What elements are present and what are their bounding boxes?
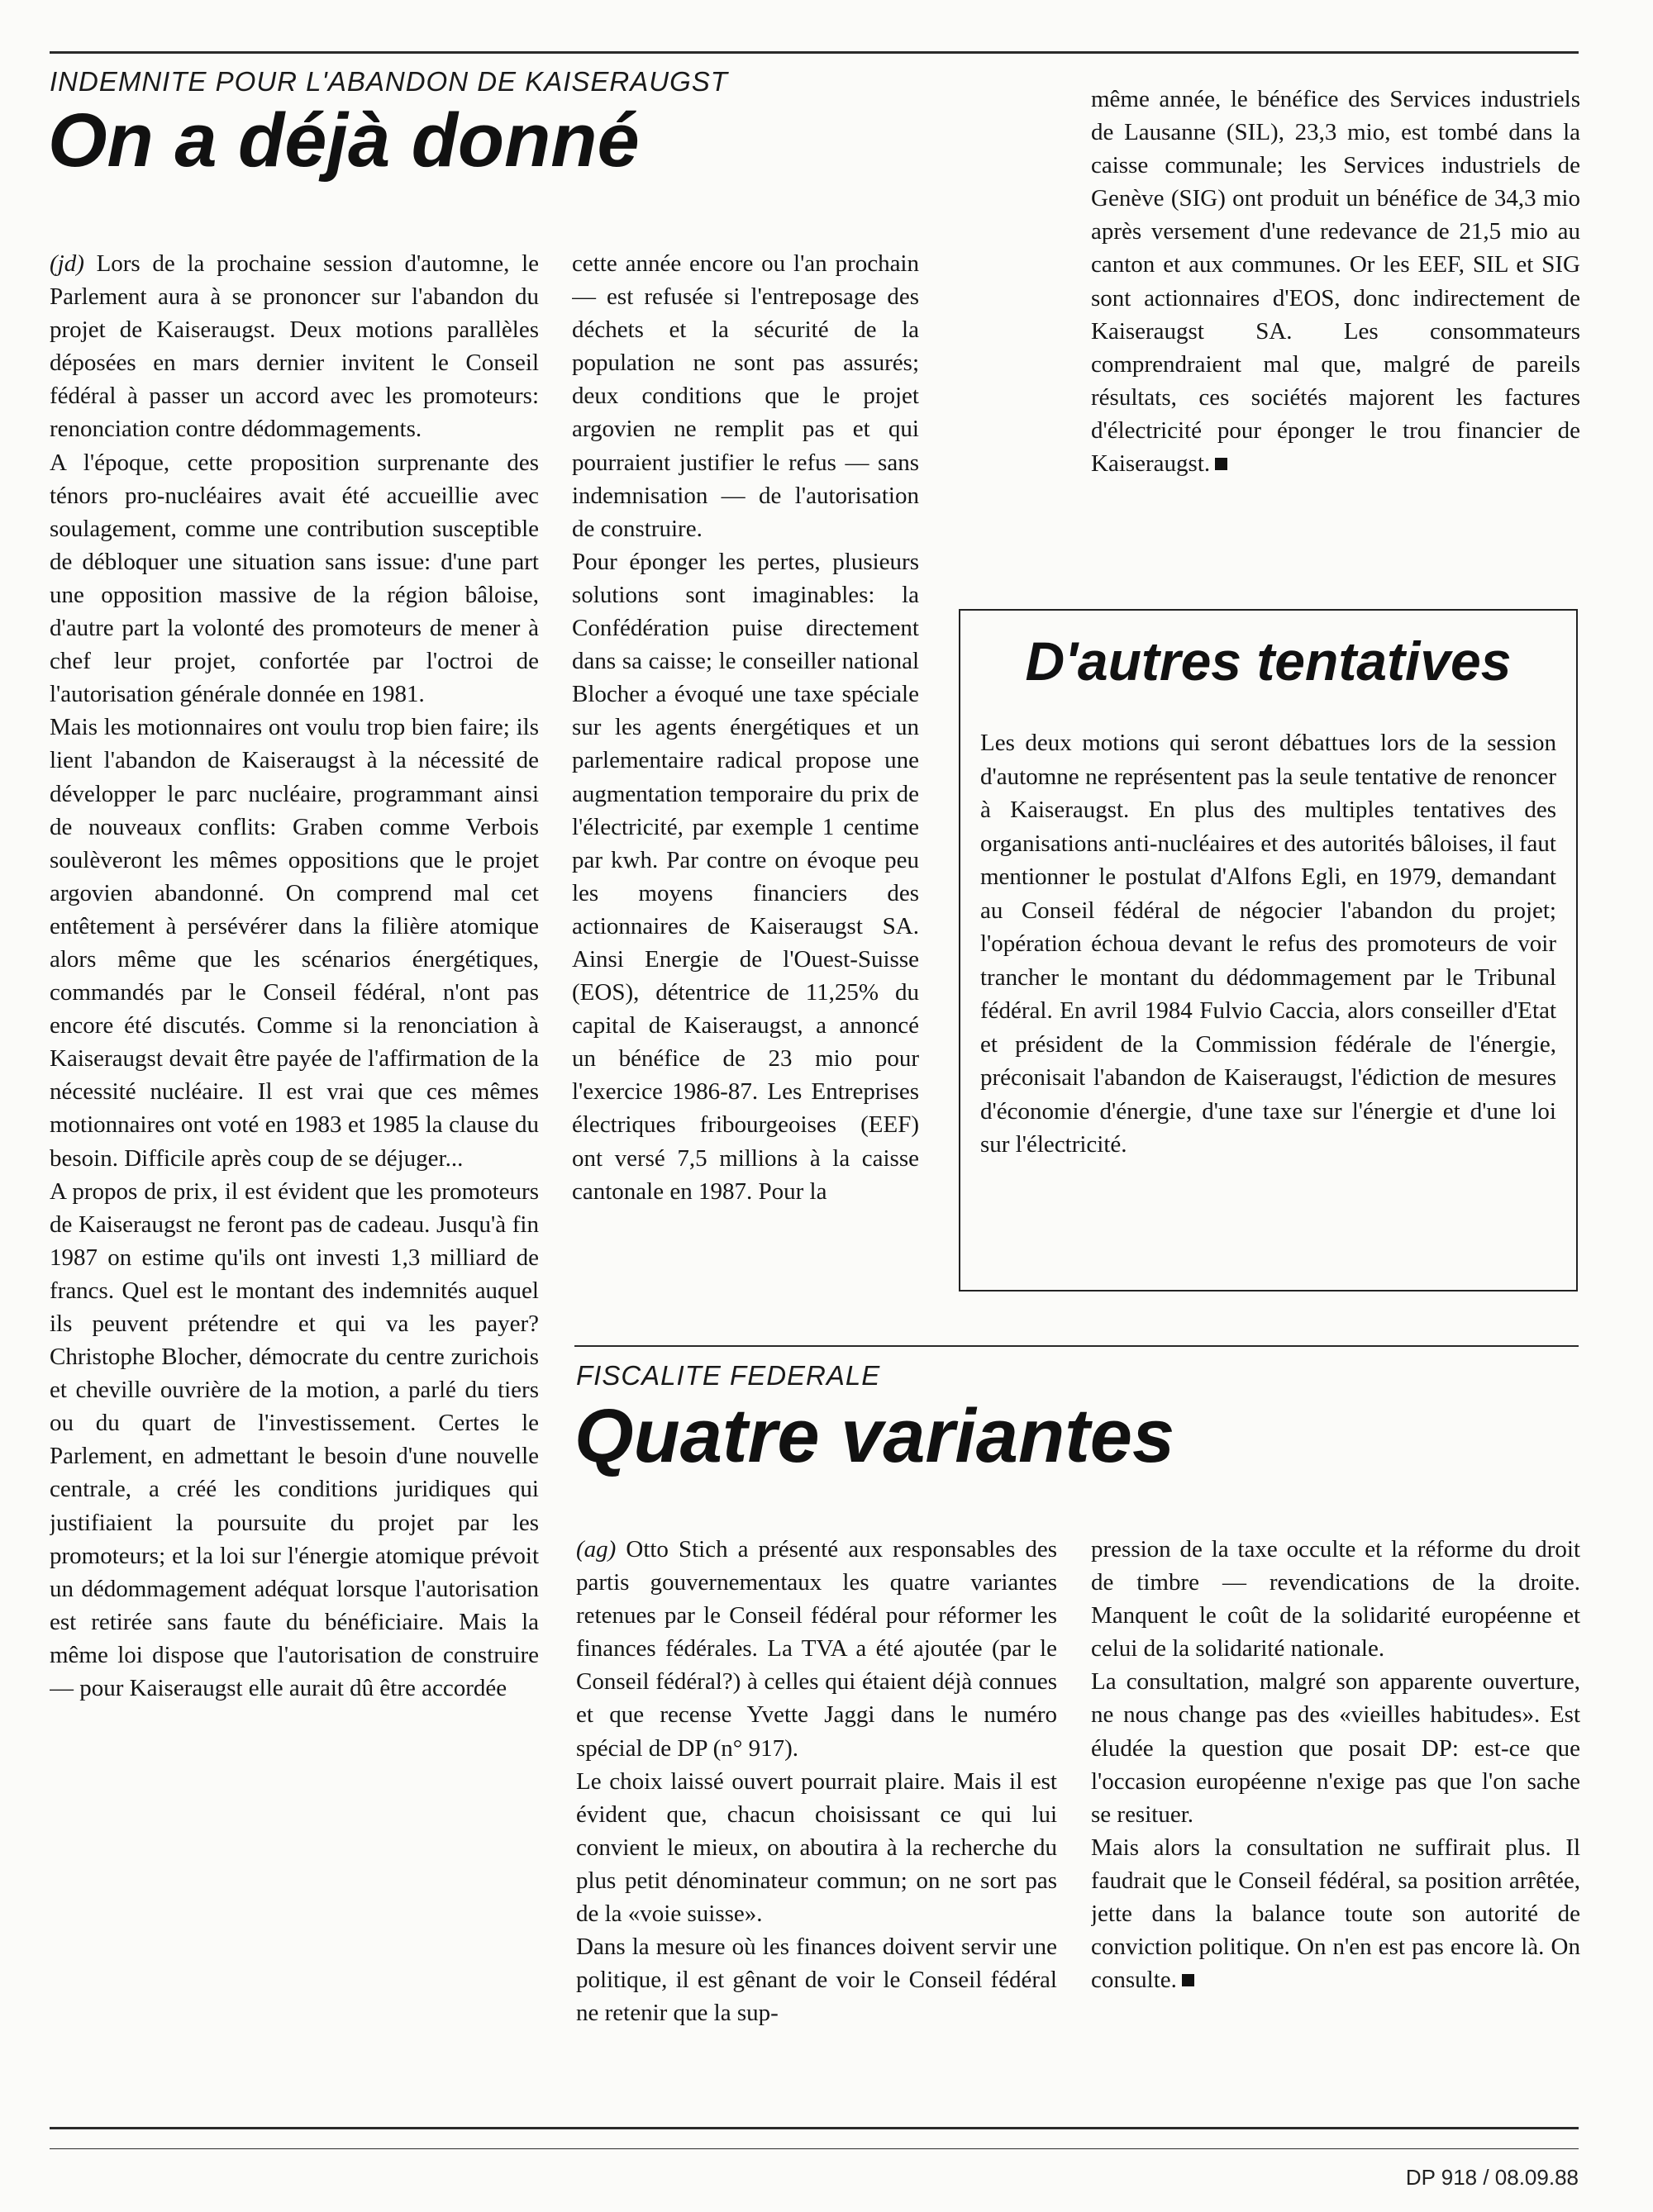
mid-rule (574, 1345, 1579, 1347)
article1-col3-para-1: même année, le bénéfice des Services industriels de Lausanne (SIL), 23,3 mio, est tombé dans la caisse communale; les Services industriels de Genève (SIG) ont produit un bénéfice de 34,3 mio après versement d'une redevance de 21,5 mio au canton et aux communes. Or les EEF, SIL et SIG sont actionnaires d'EOS, donc indirectement de Kaiseraugst SA. Les consommateurs comprendraient mal que, malgré de pareils résultats, ces sociétés majorent les factures d'électricité pour éponger le trou financier de Kaiseraugst. (1091, 86, 1580, 478)
article1-column-3 (1091, 83, 1580, 578)
article2-col1-para-1: (ag) Otto Stich a présenté aux responsables des partis gouvernementaux les quatre variantes retenues par le Conseil fédéral pour réformer les finances fédérales. La TVA a été ajoutée (par le Conseil fédéral?) à celles qui étaient déjà connues et que recense Yvette Jaggi dans le numéro spécial de DP (n° 917). (576, 1536, 1057, 1762)
article2-col2-para-3: Mais alors la consultation ne suffirait plus. Il faudrait que le Conseil fédéral, sa position arrêtée, jette dans la balance toute son autorité de conviction politique. On n'en est pas encore là. On consulte. (1091, 1834, 1580, 1994)
article2-column-1 (576, 1533, 1057, 2111)
bottom-rule-thick (50, 2127, 1579, 2129)
article2-col2-para-1: pression de la taxe occulte et la réforme du droit de timbre — revendications de la droite. Manquent le coût de la solidarité européenne et celui de la solidarité nationale. (1091, 1536, 1580, 1663)
article2-col1-para-3: Dans la mesure où les finances doivent servir une politique, il est gênant de voir le Conseil fédéral ne retenir que la sup- (576, 1934, 1057, 2027)
article1-col2-para-1: cette année encore ou l'an prochain — est refusée si l'entreposage des déchets et la sécurité de la population ne sont pas assurés; deux conditions que le projet argovien ne remplit pas et qui pourraient justifier le refus — sans indemnisation — de l'autorisation de construire. (572, 250, 919, 542)
article1-column-2 (572, 247, 919, 1321)
bottom-rule-thin (50, 2148, 1579, 2149)
article1-col1-para-1: (jd) Lors de la prochaine session d'automne, le Parlement aura à se prononcer sur l'abandon du projet de Kaiseraugst. Deux motions parallèles déposées en mars dernier invitent le Conseil fédéral à passer un accord avec les promoteurs: renonciation contre dédommagements. (50, 250, 539, 443)
article1-title: On a déjà donné (48, 98, 640, 183)
end-of-article-mark (1182, 1974, 1194, 1986)
article1-col1-para-4: A propos de prix, il est évident que les promoteurs de Kaiseraugst ne feront pas de cadeau. Jusqu'à fin 1987 on estime qu'ils ont investi 1,3 milliard de francs. Quel est le montant des indemnités auquel ils peuvent prétendre et qui va les payer? Christophe Blocher, démocrate du centre zurichois et cheville ouvrière de la motion, a parlé du tiers ou du quart de l'investissement. Certes le Parlement, en admettant le besoin d'une nouvelle centrale, a créé les conditions juridiques qui justifiaient la poursuite du projet par les promoteurs; et la loi sur l'énergie atomique prévoit un dédommagement adéquat lorsque l'autorisation est retirée sans faute du bénéficiaire. Mais la même loi dispose que l'autorisation de construire — pour Kaiseraugst elle aurait dû être accordée (50, 1177, 539, 1702)
article2-kicker: FISCALITE FEDERALE (576, 1360, 881, 1391)
article1-col1-para-3: Mais les motionnaires ont voulu trop bien faire; ils lient l'abandon de Kaiseraugst à la nécessité de développer le parc nucléaire, programmant ainsi de nouveaux conflits: Graben comme Verbois soulèveront les mêmes oppositions que le projet argovien abandonné. On comprend mal cet entêtement à persévérer dans la filière atomique alors même que les scénarios énergétiques, commandés par le Conseil fédéral, n'ont pas encore été discutés. Comme si la renonciation à Kaiseraugst devait être payée de l'affirmation de la nécessité nucléaire. Il est vrai que ces mêmes motionnaires ont voté en 1983 et 1985 la clause du besoin. Difficile après coup de se déjuger... (50, 714, 539, 1172)
sidebar-box (959, 609, 1578, 1292)
top-rule (50, 51, 1579, 54)
sidebar-body: Les deux motions qui seront débattues lors de la session d'automne ne représentent pas la seule tentative de renoncer à Kaiseraugst. En plus des multiples tentatives des organisations anti-nucléaires et des autorités bâloises, il faut mentionner le postulat d'Alfons Egli, en 1979, demandant au Conseil fédéral de négocier l'abandon du projet; l'opération échoua devant le refus des promoteurs de voir trancher le montant du dédommagement par le Tribunal fédéral. En avril 1984 Fulvio Caccia, alors conseiller d'Etat et président de la Commission fédérale de l'énergie, préconisait l'abandon de Kaiseraugst, l'édiction de mesures d'économie d'énergie, d'une taxe sur l'énergie et d'une loi sur l'électricité. (980, 730, 1556, 1158)
article2-col2-para-2: La consultation, malgré son apparente ouverture, ne nous change pas des «vieilles habitudes». Est éludée la question que posait DP: est-ce que l'occasion européenne n'exige pas que l'on sache se resituer. (1091, 1668, 1580, 1828)
article2-byline: (ag) (576, 1536, 617, 1563)
article2-column-2 (1091, 1533, 1580, 2111)
sidebar-title: D'autres tentatives (1025, 630, 1512, 692)
article2-title: Quatre variantes (574, 1394, 1175, 1478)
page-folio: DP 918 / 08.09.88 (1405, 2165, 1579, 2190)
article1-column-1 (50, 247, 539, 2114)
end-of-article-mark (1215, 458, 1227, 470)
article1-col2-para-2: Pour éponger les pertes, plusieurs solutions sont imaginables: la Confédération puise directement dans sa caisse; le conseiller national Blocher a évoqué une taxe spéciale sur les agents énergétiques et un parlementaire radical propose une augmentation temporaire du prix de l'électricité, par exemple 1 centime par kwh. Par contre on évoque peu les moyens financiers des actionnaires de Kaiseraugst SA. Ainsi Energie de l'Ouest-Suisse (EOS), détentrice de 11,25% du capital de Kaiseraugst, a annoncé un bénéfice de 23 mio pour l'exercice 1986-87. Les Entreprises électriques fribourgeoises (EEF) ont versé 7,5 millions à la caisse cantonale en 1987. Pour la (572, 548, 919, 1205)
article2-col1-para-2: Le choix laissé ouvert pourrait plaire. Mais il est évident que, chacun choisissant ce qui lui convient le mieux, on aboutira à la recherche du plus petit dénominateur commun; on ne sort pas de la «voie suisse». (576, 1767, 1057, 1928)
article1-kicker: INDEMNITE POUR L'ABANDON DE KAISERAUGST (50, 66, 728, 97)
article1-col1-para-2: A l'époque, cette proposition surprenante des ténors pro-nucléaires avait été accueillie avec soulagement, comme une contribution susceptible de débloquer une situation sans issue: d'une part une opposition massive de la région bâloise, d'autre part la volonté des promoteurs de mener à chef leur projet, confortée par l'octroi de l'autorisation générale donnée en 1981. (50, 449, 539, 708)
article1-byline: (jd) (50, 250, 84, 277)
